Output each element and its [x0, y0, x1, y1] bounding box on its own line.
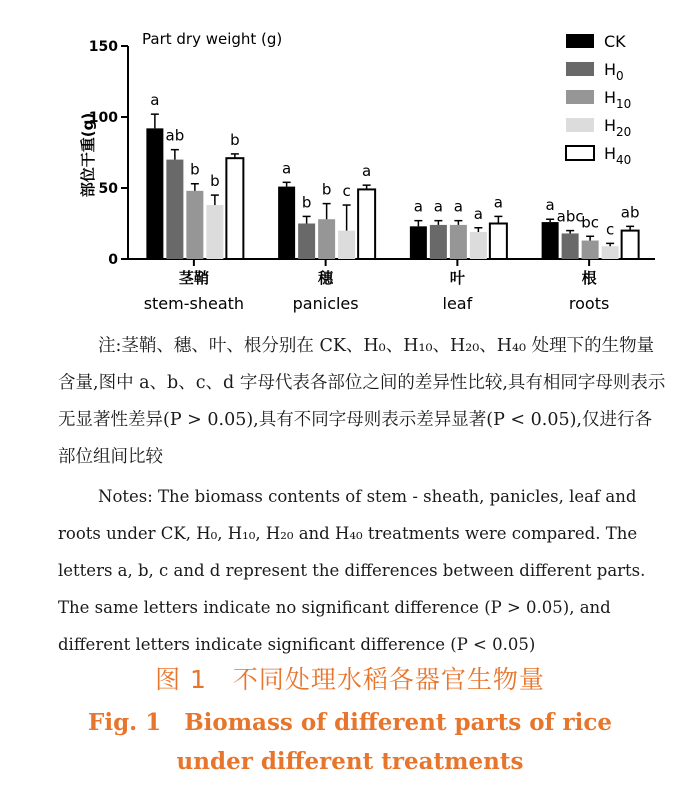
legend-label: $H_{20}$: [604, 116, 632, 139]
significance-letter: b: [230, 130, 240, 149]
bar: [470, 232, 487, 259]
y-tick-label: 0: [108, 252, 118, 268]
note-chinese: 注:茎鞘、穗、叶、根分别在 CK、H₀、H₁₀、H₂₀、H₄₀ 处理下的生物量含量,图中 a、b、c、d 字母代表各部位之间的差异性比较,具有相同字母则表示无显著性差异(P > 0.05),具有不同字母则表示差异显著(P < 0.05),仅进行各部位组间比较: [58, 336, 666, 467]
x-tick-label-zh: 叶: [449, 269, 465, 287]
figure-caption-english-line2: under different treatments: [176, 748, 524, 775]
figure-caption-chinese: 图 1 不同处理水稻各器官生物量: [155, 665, 545, 694]
x-tick-label-en: panicles: [292, 294, 359, 313]
x-tick-label-zh: 茎鞘: [178, 269, 209, 287]
bar: [166, 160, 183, 259]
bar: [450, 225, 467, 259]
bar: [602, 246, 619, 259]
significance-letter: b: [190, 160, 200, 179]
significance-letter: a: [545, 196, 555, 215]
bar: [186, 191, 203, 259]
chart-bars: [146, 91, 639, 259]
bar: [430, 225, 447, 259]
significance-letter: b: [210, 172, 220, 191]
bar: [226, 158, 243, 259]
significance-letter: b: [321, 180, 332, 199]
y-axis-title-top: Part dry weight (g): [142, 30, 283, 48]
significance-letter: bc: [581, 213, 600, 232]
significance-letter: a: [433, 197, 443, 216]
x-tick-label-en: leaf: [442, 294, 473, 313]
bar: [582, 241, 599, 259]
significance-letter: a: [150, 91, 160, 110]
bar: [542, 222, 559, 259]
legend-swatch: [566, 146, 594, 160]
bar: [298, 224, 315, 260]
bar: [318, 219, 335, 259]
biomass-bar-chart: [0, 0, 700, 322]
bar: [146, 128, 163, 259]
legend-label: $H_{40}$: [604, 144, 632, 167]
significance-letter: a: [362, 162, 372, 181]
bar: [358, 189, 375, 259]
significance-letter: a: [282, 159, 292, 178]
significance-letter: ab: [165, 126, 185, 145]
x-tick-label-en: stem-sheath: [143, 294, 245, 313]
significance-letter: c: [342, 182, 351, 201]
figure-caption-english-line1: Fig. 1 Biomass of different parts of rice: [88, 709, 612, 736]
significance-letter: ab: [620, 203, 640, 222]
bar: [338, 231, 355, 259]
significance-letter: c: [606, 220, 615, 239]
significance-letter: a: [473, 204, 483, 223]
chart-legend: [566, 32, 631, 167]
y-tick-label: 50: [98, 181, 118, 197]
bar: [622, 231, 639, 259]
y-tick-label: 100: [88, 110, 118, 126]
y-tick-label: 150: [88, 39, 118, 55]
significance-letter: b: [301, 193, 312, 212]
bar: [206, 205, 223, 259]
significance-letter: abc: [556, 207, 584, 226]
legend-swatch: [566, 34, 594, 48]
bar: [490, 224, 507, 260]
bar: [562, 233, 579, 259]
x-tick-label-zh: 根: [581, 269, 597, 287]
bar: [278, 187, 295, 259]
significance-letter: a: [493, 193, 503, 212]
significance-letter: a: [413, 197, 423, 216]
legend-swatch: [566, 90, 594, 104]
legend-label: $H_{10}$: [604, 88, 632, 111]
note-english: Notes: The biomass contents of stem - sheath, panicles, leaf and roots under CK, H₀, H₁₀, H₂₀ and H₄₀ treatments were compared. The letters a, b, c and d represent the differences between different parts. The same letters indicate no significant difference (P > 0.05), and different letters indicate significant difference (P < 0.05): [58, 487, 646, 654]
bar: [410, 226, 427, 259]
x-tick-label-en: roots: [568, 294, 610, 313]
x-tick-label-zh: 穗: [318, 269, 334, 287]
legend-swatch: [566, 62, 594, 76]
legend-label: CK: [604, 32, 626, 51]
y-axis-title-side: 部位干重(g): [79, 112, 97, 198]
significance-letter: a: [453, 197, 463, 216]
legend-label: $H_0$: [604, 60, 624, 83]
legend-swatch: [566, 118, 594, 132]
